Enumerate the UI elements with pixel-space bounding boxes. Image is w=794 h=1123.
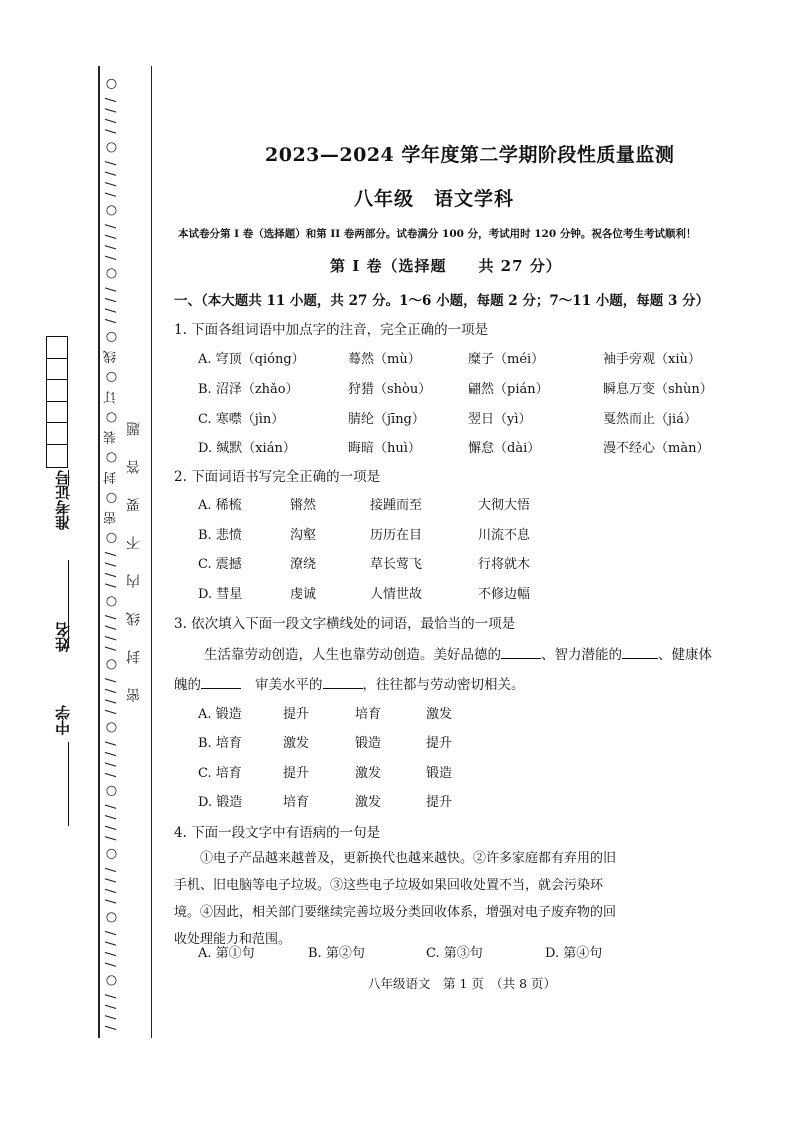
q3-stem: 3. 依次填入下面一段文字横线处的词语，最恰当的一项是 bbox=[174, 616, 516, 632]
q1-c-1: C. 寒噤（jìn） bbox=[198, 412, 285, 427]
section-header: 一、（本大题共 11 小题，共 27 分。1～6 小题，每题 2 分；7～11 小题，每题 3 分） bbox=[174, 293, 710, 309]
q1-a-3: 糜子（méi） bbox=[468, 352, 545, 367]
exam-title: 2023—2024 学年度第二学期阶段性质量监测 bbox=[265, 144, 675, 166]
q2-c-2: 潦绕 bbox=[290, 557, 317, 572]
q4-option-c: C. 第③句 bbox=[426, 946, 483, 961]
q3-text-4: 魄的 bbox=[174, 677, 201, 693]
q3-text-5: 审美水平的 bbox=[255, 677, 323, 693]
q3-d-3: 激发 bbox=[355, 795, 382, 810]
q3-blank-1[interactable] bbox=[501, 646, 541, 659]
q3-a-2: 提升 bbox=[283, 707, 310, 722]
q3-d-4: 提升 bbox=[426, 795, 453, 810]
q2-b-4: 川流不息 bbox=[478, 528, 531, 543]
q3-c-4: 锻造 bbox=[426, 766, 453, 781]
q1-b-1: B. 沼泽（zhǎo） bbox=[198, 382, 299, 397]
q2-a-3: 接踵而至 bbox=[370, 498, 423, 513]
q3-passage-line2 bbox=[174, 673, 525, 693]
q1-d-3: 懈怠（dài） bbox=[468, 441, 541, 456]
q2-a-1: A. 稀梳 bbox=[198, 498, 242, 513]
exam-intro: 本试卷分第 I 卷（选择题）和第 II 卷两部分。试卷满分 100 分，考试用时 120 分钟。祝各位考生考试顺利！ bbox=[178, 228, 697, 240]
q3-c-1: C. 培育 bbox=[198, 766, 242, 781]
q2-b-3: 历历在目 bbox=[370, 528, 423, 543]
q3-b-1: B. 培育 bbox=[198, 736, 242, 751]
q2-c-1: C. 震撼 bbox=[198, 557, 242, 572]
seal-warning-text: 密封线内不要答题 bbox=[126, 398, 142, 702]
part-title: 第 I 卷（选择题 共 27 分） bbox=[330, 257, 562, 275]
q4-option-b: B. 第②句 bbox=[308, 946, 365, 961]
q3-text-2: 、智力潜能的 bbox=[541, 647, 622, 663]
q3-b-3: 锻造 bbox=[355, 736, 382, 751]
exam-subtitle: 八年级 语文学科 bbox=[354, 188, 515, 210]
q4-stem: 4. 下面一段文字中有语病的一句是 bbox=[174, 825, 381, 841]
q2-d-4: 不修边幅 bbox=[478, 587, 531, 602]
q1-b-2: 狩猎（shòu） bbox=[348, 382, 432, 397]
q1-d-4: 漫不经心（màn） bbox=[603, 441, 710, 456]
school-label: 中学 bbox=[54, 705, 72, 735]
q1-d-1: D. 缄默（xián） bbox=[198, 441, 296, 456]
q1-c-3: 翌日（yì） bbox=[468, 412, 532, 427]
q3-b-2: 激发 bbox=[283, 736, 310, 751]
q2-a-2: 锵然 bbox=[290, 498, 317, 513]
q4-option-a: A. 第①句 bbox=[198, 946, 255, 961]
q4-passage: ①电子产品越来越普及，更新换代也越来越快。②许多家庭都有弃用的旧手机、旧电脑等电子垃圾。③这些电子垃圾如果回收处置不当，就会污染环境。④因此，相关部门要继续完善垃圾分类回收体系，增强对电子废弃物的回收处理能力和范围。 bbox=[174, 851, 617, 947]
q3-text-6: ，往往都与劳动密切相关。 bbox=[362, 677, 525, 693]
binding-line-outer bbox=[98, 66, 100, 1038]
q1-d-2: 晦暗（huì） bbox=[348, 441, 421, 456]
q2-d-1: D. 彗星 bbox=[198, 587, 243, 602]
id-number-boxes[interactable] bbox=[46, 336, 68, 468]
q3-c-3: 激发 bbox=[355, 766, 382, 781]
name-label: 姓名 bbox=[54, 622, 72, 652]
q2-stem: 2. 下面词语书写完全正确的一项是 bbox=[174, 469, 381, 485]
q3-passage-line1 bbox=[204, 643, 712, 663]
q2-d-2: 虔诚 bbox=[290, 587, 317, 602]
q3-d-2: 培育 bbox=[283, 795, 310, 810]
q1-a-4: 袖手旁观（xiù） bbox=[603, 352, 701, 367]
q3-a-1: A. 锻造 bbox=[198, 707, 242, 722]
id-label: 准考证号 bbox=[54, 470, 72, 530]
q1-stem: 1. 下面各组词语中加点字的注音，完全正确的一项是 bbox=[174, 322, 489, 338]
q3-text-1: 生活靠劳动创造，人生也靠劳动创造。美好品德的 bbox=[204, 647, 501, 663]
q2-d-3: 人情世故 bbox=[370, 587, 423, 602]
seal-line-text: / / / / ○ / / / / ○ / / / / ○ / / / / ○ / / / / ○ / / / / ○ / / / / ○ / / / / ○ 密 ○ 封 ○ 装 ○ 订 ○ 线 ○ / / / / ○ / / / / ○ / / / / ○ / / / / ○ bbox=[104, 75, 119, 1031]
q3-c-2: 提升 bbox=[283, 766, 310, 781]
q1-c-4: 戛然而止（jiá） bbox=[603, 412, 697, 427]
q2-b-2: 沟壑 bbox=[290, 528, 317, 543]
q1-b-3: 翩然（pián） bbox=[468, 382, 549, 397]
q3-blank-3[interactable] bbox=[201, 676, 241, 689]
q3-a-3: 培育 bbox=[355, 707, 382, 722]
q1-a-1: A. 穹顶（qióng） bbox=[198, 352, 305, 367]
q3-blank-4[interactable] bbox=[323, 676, 363, 689]
page-footer: 八年级语文 第 1 页 （共 8 页） bbox=[368, 976, 557, 991]
q2-a-4: 大彻大悟 bbox=[478, 498, 531, 513]
q3-blank-2[interactable] bbox=[622, 646, 658, 659]
q3-text-3: 、健康体 bbox=[658, 647, 712, 663]
q3-a-4: 激发 bbox=[426, 707, 453, 722]
binding-line-inner bbox=[151, 66, 152, 1038]
q4-option-d: D. 第④句 bbox=[545, 946, 603, 961]
q1-a-2: 蓦然（mù） bbox=[348, 352, 421, 367]
q1-b-4: 瞬息万变（shùn） bbox=[603, 382, 713, 397]
q3-d-1: D. 锻造 bbox=[198, 795, 243, 810]
q2-c-4: 行将就木 bbox=[478, 557, 531, 572]
school-field-line bbox=[68, 742, 69, 826]
q1-c-2: 腈纶（jīng） bbox=[348, 412, 425, 427]
q2-c-3: 草长莺飞 bbox=[370, 557, 423, 572]
q3-b-4: 提升 bbox=[426, 736, 453, 751]
q2-b-1: B. 悲愤 bbox=[198, 528, 242, 543]
